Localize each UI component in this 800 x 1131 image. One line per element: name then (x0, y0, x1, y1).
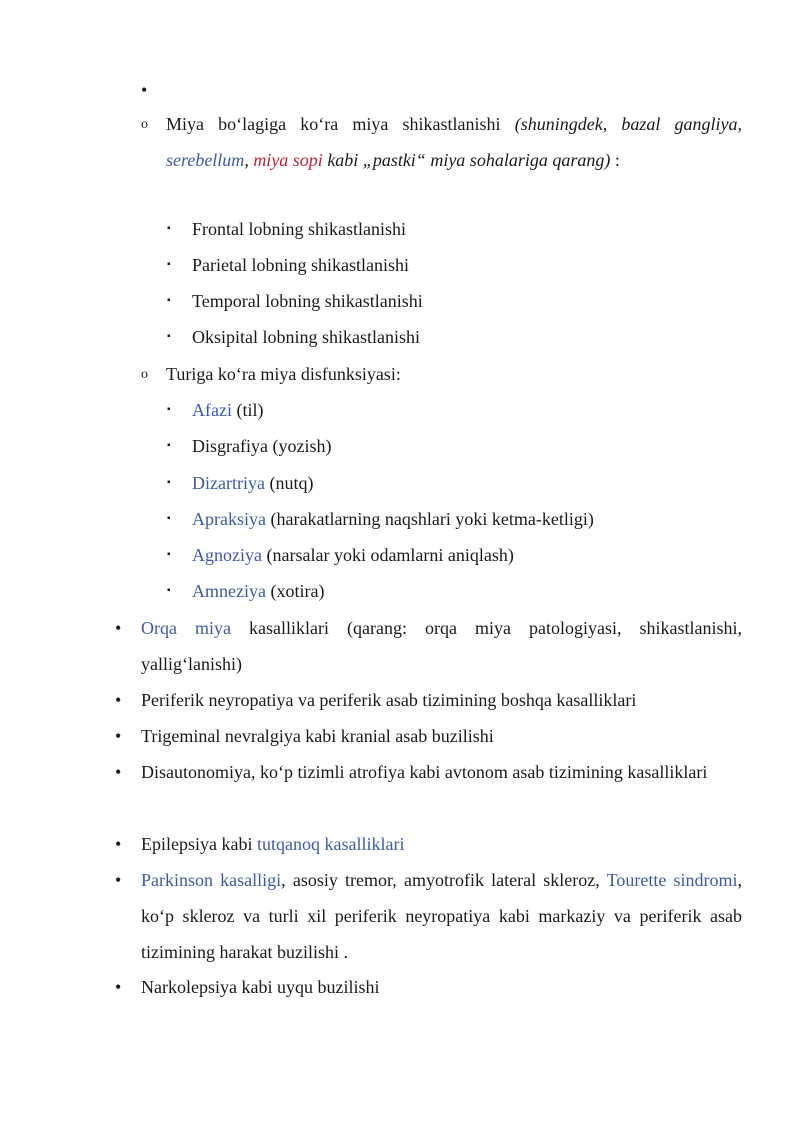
list-item: Oksipital lobning shikastlanishi (192, 327, 420, 347)
dysautonomia-item: Disautonomiya, ko‘p tizimli atrofiya kabi avtonom asab tizimining kasalliklari (141, 762, 708, 782)
item-desc: (harakatlarning naqshlari yoki ketma-ketligi) (265, 509, 594, 529)
disgrafiya-term: Disgrafiya (192, 436, 268, 456)
tourette-link[interactable]: Tourette sindromi (606, 870, 738, 890)
tutqanoq-link[interactable]: tutqanoq kasalliklari (256, 834, 405, 854)
circle-marker: o (141, 367, 148, 382)
dizartriya-link[interactable]: Dizartriya (192, 473, 265, 493)
orqa-miya-link[interactable]: Orqa miya (141, 618, 231, 638)
square-marker: ▪ (167, 223, 171, 234)
bullet-marker: • (115, 977, 122, 997)
square-marker: ▪ (167, 331, 171, 342)
agnoziya-link[interactable]: Agnoziya (192, 545, 262, 565)
brain-lobe-heading (166, 106, 742, 178)
list-item: Temporal lobning shikastlanishi (192, 291, 423, 311)
item-desc: (til) (231, 400, 264, 420)
square-marker: ▪ (167, 295, 171, 306)
parkinson-link[interactable]: Parkinson kasalligi (141, 870, 282, 890)
heading-colon: : (610, 150, 620, 170)
item-text: Epilepsiya kabi (141, 834, 257, 854)
heading-italic-text: (shuningdek, bazal gangliya (514, 114, 738, 134)
bullet-marker: • (115, 618, 122, 638)
list-item (192, 537, 742, 573)
heading-italic-comma: , (244, 150, 254, 170)
peripheral-item: Periferik neyropatiya va periferik asab tizimining boshqa kasalliklari (141, 690, 637, 710)
list-item (192, 428, 742, 464)
bullet-marker: • (115, 726, 122, 746)
item-desc: (yozish) (267, 436, 332, 456)
square-marker: ▪ (167, 513, 171, 524)
miya-sopi-link[interactable]: miya sopi (253, 150, 323, 170)
serebellum-link[interactable]: serebellum (166, 150, 245, 170)
spinal-item (141, 610, 742, 682)
list-item: Parietal lobning shikastlanishi (192, 255, 409, 275)
list-item (192, 501, 742, 537)
bullet-marker: • (141, 80, 148, 100)
item-desc: (nutq) (264, 473, 314, 493)
square-marker: ▪ (167, 477, 171, 488)
movement-item (141, 862, 742, 970)
apraksiya-link[interactable]: Apraksiya (192, 509, 266, 529)
square-marker: ▪ (167, 549, 171, 560)
heading-italic-comma: , (737, 114, 743, 134)
list-item (192, 573, 742, 609)
bullet-marker: • (115, 762, 122, 782)
trigeminal-item: Trigeminal nevralgiya kabi kranial asab buzilishi (141, 726, 494, 746)
square-marker: ▪ (167, 585, 171, 596)
item-desc: (xotira) (265, 581, 325, 601)
heading-text: Miya bo‘lagiga ko‘ra miya shikastlanishi (166, 114, 515, 134)
bullet-marker: • (115, 870, 122, 890)
square-marker: ▪ (167, 440, 171, 451)
square-marker: ▪ (167, 259, 171, 270)
list-item: Frontal lobning shikastlanishi (192, 219, 406, 239)
square-marker: ▪ (167, 404, 171, 415)
list-item (192, 392, 742, 428)
afazi-link[interactable]: Afazi (192, 400, 232, 420)
heading-italic-text: kabi „pastki“ miya sohalariga qarang) (322, 150, 611, 170)
item-text: , asosiy tremor, amyotrofik lateral skleroz, (281, 870, 607, 890)
epilepsy-item (141, 826, 742, 862)
item-text: , ko‘p skleroz va turli xil periferik neyropatiya kabi markaziy va periferik asab tizimining harakat buzilishi . (141, 870, 743, 962)
amneziya-link[interactable]: Amneziya (192, 581, 266, 601)
list-item (192, 465, 742, 501)
item-text: kasalliklari (qarang: orqa miya patologiyasi, shikastlanishi, yallig‘lanishi) (141, 618, 742, 674)
item-desc: (narsalar yoki odamlarni aniqlash) (261, 545, 514, 565)
dysfunction-heading: Turiga ko‘ra miya disfunksiyasi: (166, 364, 401, 384)
circle-marker: o (141, 117, 148, 132)
bullet-marker: • (115, 690, 122, 710)
bullet-marker: • (115, 834, 122, 854)
sleep-item: Narkolepsiya kabi uyqu buzilishi (141, 977, 380, 997)
